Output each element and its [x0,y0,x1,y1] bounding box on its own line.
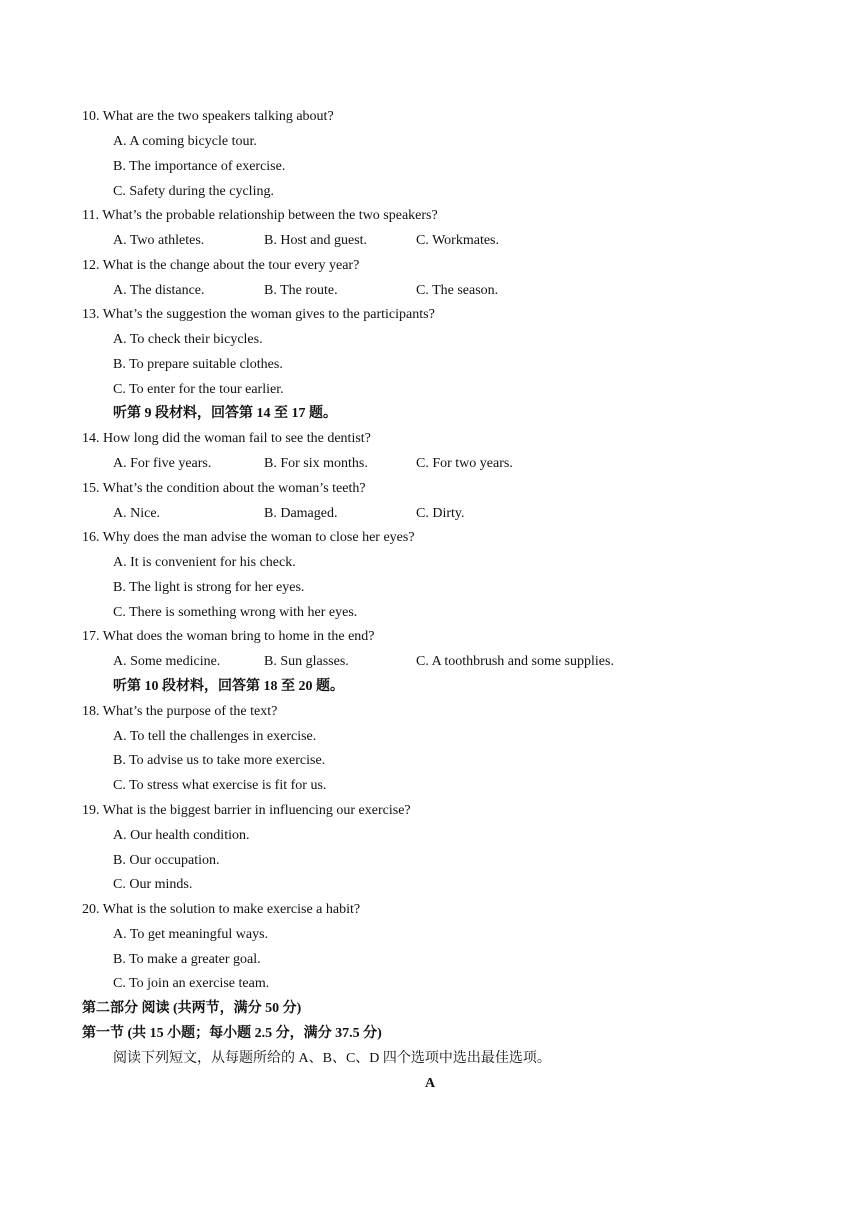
option-15a: A. Nice. [113,506,161,521]
option-17c: C. A toothbrush and some supplies. [416,654,614,669]
option-10a: A. A coming bicycle tour. [113,134,257,149]
option-13c: C. To enter for the tour earlier. [113,382,284,397]
option-12b: B. The route. [264,283,338,298]
option-14c: C. For two years. [416,456,513,471]
option-20b: B. To make a greater goal. [113,952,261,967]
option-18b: B. To advise us to take more exercise. [113,753,326,768]
question-16: 16. Why does the man advise the woman to close her eyes? [82,530,415,545]
option-12a: A. The distance. [113,283,205,298]
option-20c: C. To join an exercise team. [113,976,270,991]
question-15: 15. What’s the condition about the woman’s teeth? [82,481,366,496]
section-intro-10: 听第 10 段材料，回答第 18 至 20 题。 [113,679,344,694]
option-17a: A. Some medicine. [113,654,221,669]
question-14: 14. How long did the woman fail to see the dentist? [82,431,371,446]
option-20a: A. To get meaningful ways. [113,927,269,942]
option-16b: B. The light is strong for her eyes. [113,580,305,595]
question-12: 12. What is the change about the tour every year? [82,258,360,273]
passage-label: A [424,1076,436,1091]
option-11c: C. Workmates. [416,233,499,248]
option-10b: B. The importance of exercise. [113,159,286,174]
option-19b: B. Our occupation. [113,853,220,868]
reading-instructions: 阅读下列短文，从每题所给的 A、B、C、D 四个选项中选出最佳选项。 [113,1051,551,1066]
option-12c: C. The season. [416,283,499,298]
question-18: 18. What’s the purpose of the text? [82,704,278,719]
option-16a: A. It is convenient for his check. [113,555,296,570]
option-15b: B. Damaged. [264,506,338,521]
part2-heading: 第二部分 阅读 (共两节，满分 50 分) [82,1001,302,1016]
option-17b: B. Sun glasses. [264,654,349,669]
question-19: 19. What is the biggest barrier in influencing our exercise? [82,803,411,818]
option-11b: B. Host and guest. [264,233,368,248]
option-14b: B. For six months. [264,456,368,471]
option-15c: C. Dirty. [416,506,465,521]
question-17: 17. What does the woman bring to home in the end? [82,629,375,644]
option-13b: B. To prepare suitable clothes. [113,357,283,372]
option-14a: A. For five years. [113,456,212,471]
option-11a: A. Two athletes. [113,233,205,248]
option-13a: A. To check their bicycles. [113,332,263,347]
option-18c: C. To stress what exercise is fit for us. [113,778,327,793]
question-13: 13. What’s the suggestion the woman gives to the participants? [82,307,435,322]
section1-heading: 第一节 (共 15 小题；每小题 2.5 分，满分 37.5 分) [82,1026,382,1041]
option-16c: C. There is something wrong with her eyes. [113,605,358,620]
question-20: 20. What is the solution to make exercise a habit? [82,902,361,917]
question-10: 10. What are the two speakers talking about? [82,109,334,124]
option-10c: C. Safety during the cycling. [113,184,274,199]
section-intro-9: 听第 9 段材料，回答第 14 至 17 题。 [113,406,337,421]
option-19c: C. Our minds. [113,877,193,892]
option-18a: A. To tell the challenges in exercise. [113,729,317,744]
option-19a: A. Our health condition. [113,828,250,843]
question-11: 11. What’s the probable relationship between the two speakers? [82,208,438,223]
